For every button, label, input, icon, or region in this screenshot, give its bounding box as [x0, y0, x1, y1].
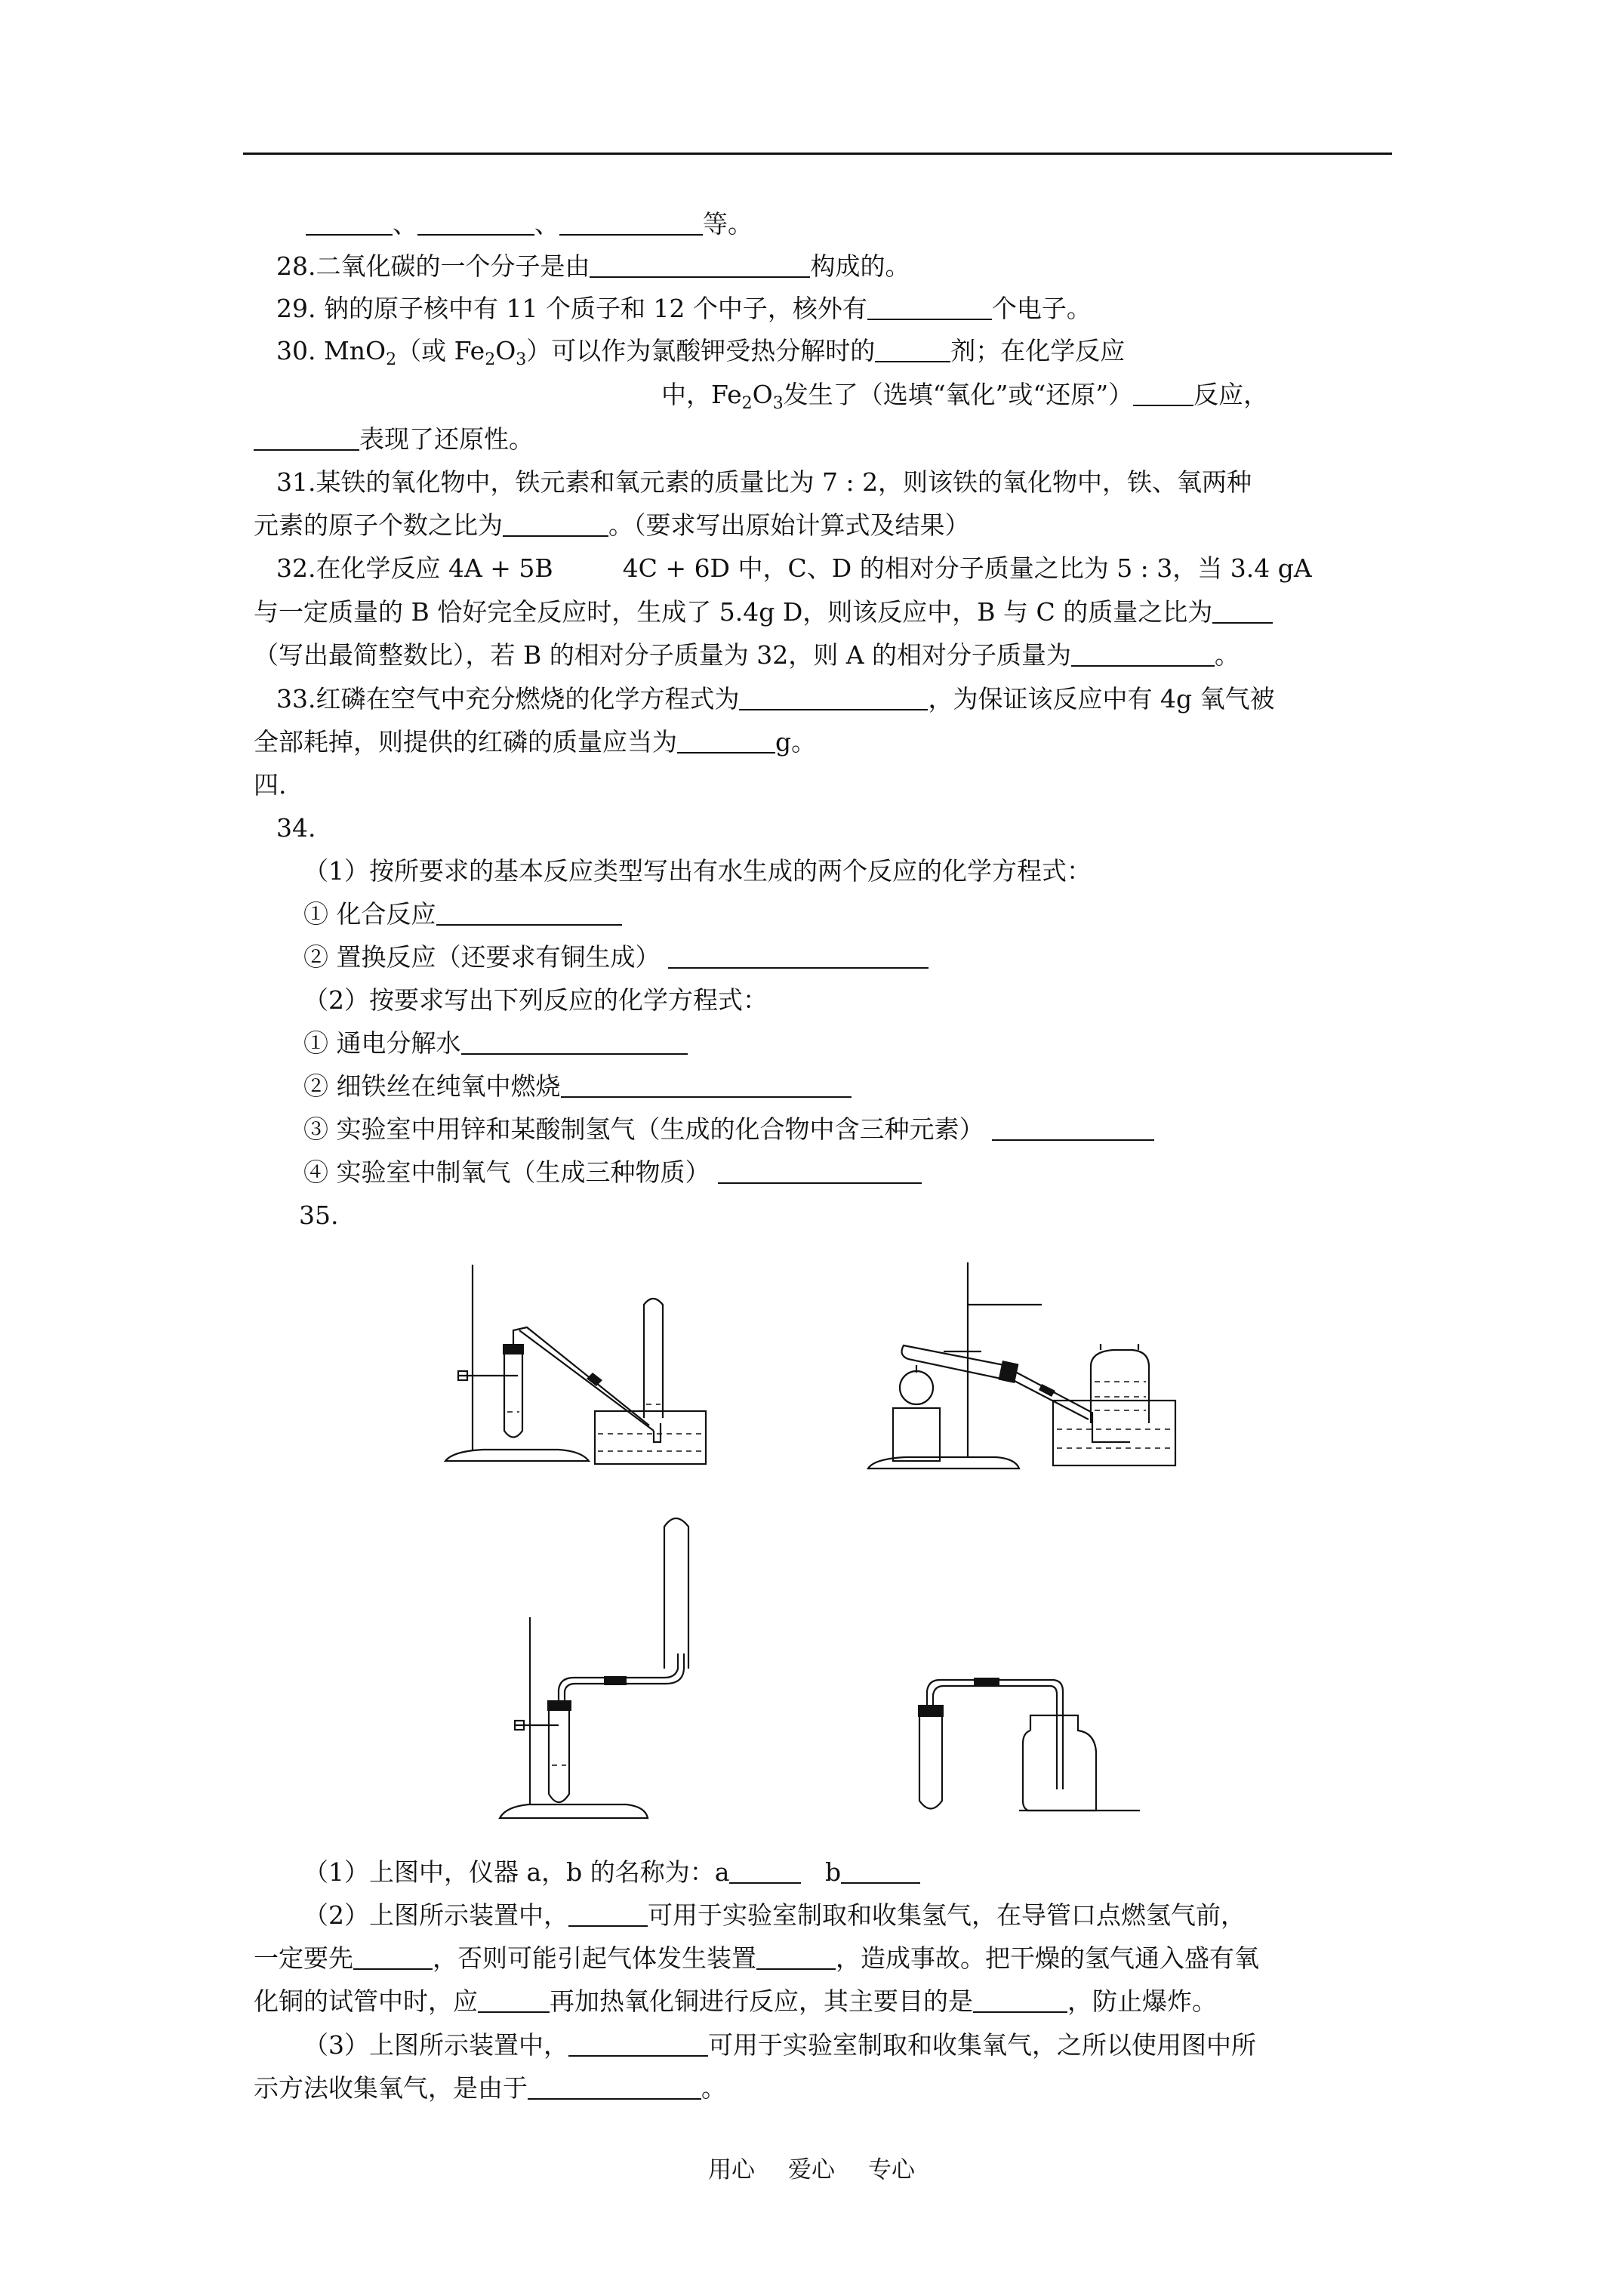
question-33-line1: 33.红磷在空气中充分燃烧的化学方程式为 ，为保证该反应中有 4g 氧气被	[276, 684, 1275, 713]
question-35-part1: （1）上图中，仪器 a，b 的名称为：a b	[303, 1857, 920, 1888]
apparatus-a	[445, 1265, 706, 1464]
answer-blank[interactable]	[568, 2032, 708, 2057]
footer-word: 用心	[708, 2156, 755, 2184]
question-31-line2: 元素的原子个数之比为 。（要求写出原始计算式及结果）	[254, 510, 970, 540]
answer-blank[interactable]	[528, 2076, 701, 2100]
answer-blank[interactable]	[756, 1946, 836, 1970]
question-34-number: 34.	[276, 813, 316, 843]
question-35-part3-line2: 示方法收集氧气，是由于 。	[254, 2073, 726, 2103]
question-32-line1: 32.在化学反应 4A + 5B 4C + 6D 中，C、D 的相对分子质量之比为 5 : 3，当 3.4 gA	[276, 553, 1312, 583]
question-31-line1: 31.某铁的氧化物中，铁元素和氧元素的质量比为 7 : 2，则该铁的氧化物中，铁、氧两种	[276, 467, 1252, 497]
apparatus-d	[918, 1678, 1140, 1811]
question-32-line3: （写出最简整数比），若 B 的相对分子质量为 32，则 A 的相对分子质量为 。	[254, 640, 1240, 670]
section-heading: 四.	[254, 770, 287, 800]
question-35-part2-line3: 化铜的试管中时，应 再加热氧化铜进行反应，其主要目的是 ，防止爆炸。	[254, 1986, 1217, 2016]
question-35-part2-line2: 一定要先 ，否则可能引起气体发生装置 ，造成事故。把干燥的氢气通入盛有氧	[254, 1943, 1259, 1973]
question-30-line2: 中，$Fe_2O_3$发生了（选填“氧化”或“还原”） 反应，	[661, 380, 1269, 413]
question-35-part3-line1: （3）上图所示装置中， 可用于实验室制取和收集氧气，之所以使用图中所	[303, 2030, 1256, 2060]
answer-blank[interactable]	[973, 1989, 1067, 2013]
question-34-part1: （1）按所要求的基本反应类型写出有水生成的两个反应的化学方程式：	[303, 856, 1092, 886]
footer-word: 专心	[868, 2156, 915, 2184]
page-footer	[0, 2150, 1623, 2184]
question-34-part2: （2）按要求写出下列反应的化学方程式：	[303, 985, 768, 1015]
answer-blank[interactable]	[568, 1903, 648, 1927]
question-35-number: 35.	[299, 1200, 339, 1230]
question-33-line2: 全部耗掉，则提供的红磷的质量应当为 g。	[254, 727, 817, 757]
question-29: 29. 钠的原子核中有 11 个质子和 12 个中子，核外有 个电子。	[276, 294, 1092, 323]
question-35-part2-line1: （2）上图所示装置中， 可用于实验室制取和收集氢气，在导管口点燃氢气前，	[303, 1900, 1246, 1930]
question-28: 28.二氧化碳的一个分子是由 构成的。	[276, 251, 910, 281]
question-34-item3: ① 通电分解水	[303, 1028, 688, 1059]
apparatus-c	[500, 1518, 688, 1818]
question-30-line3: 表现了还原性。	[254, 424, 534, 455]
answer-blank[interactable]	[478, 1989, 550, 2013]
question-34-item4: ② 细铁丝在纯氧中燃烧	[303, 1071, 852, 1102]
answer-blank[interactable]	[353, 1946, 433, 1970]
answer-blank[interactable]	[729, 1860, 801, 1884]
question-32-line2: 与一定质量的 B 恰好完全反应时，生成了 5.4g D，则该反应中，B 与 C 的质量之比为	[254, 597, 1273, 627]
question-34-item5: ③ 实验室中用锌和某酸制氢气（生成的化合物中含三种元素）	[303, 1114, 1154, 1145]
question-34-item6: ④ 实验室中制氧气（生成三种物质）	[303, 1157, 922, 1188]
question-30-line1: 30. MnO$_2$（或 $Fe_2O_3$）可以作为氯酸钾受热分解时的 剂；在化学反应	[276, 336, 1126, 369]
apparatus-b	[868, 1262, 1175, 1469]
footer-word: 爱心	[788, 2156, 835, 2184]
question-34-item1: ① 化合反应	[303, 899, 622, 929]
answer-blank[interactable]	[841, 1860, 920, 1884]
q27-tail: 、 、 等。	[306, 209, 753, 239]
question-34-item2: ② 置换反应（还要求有铜生成）	[303, 942, 929, 972]
